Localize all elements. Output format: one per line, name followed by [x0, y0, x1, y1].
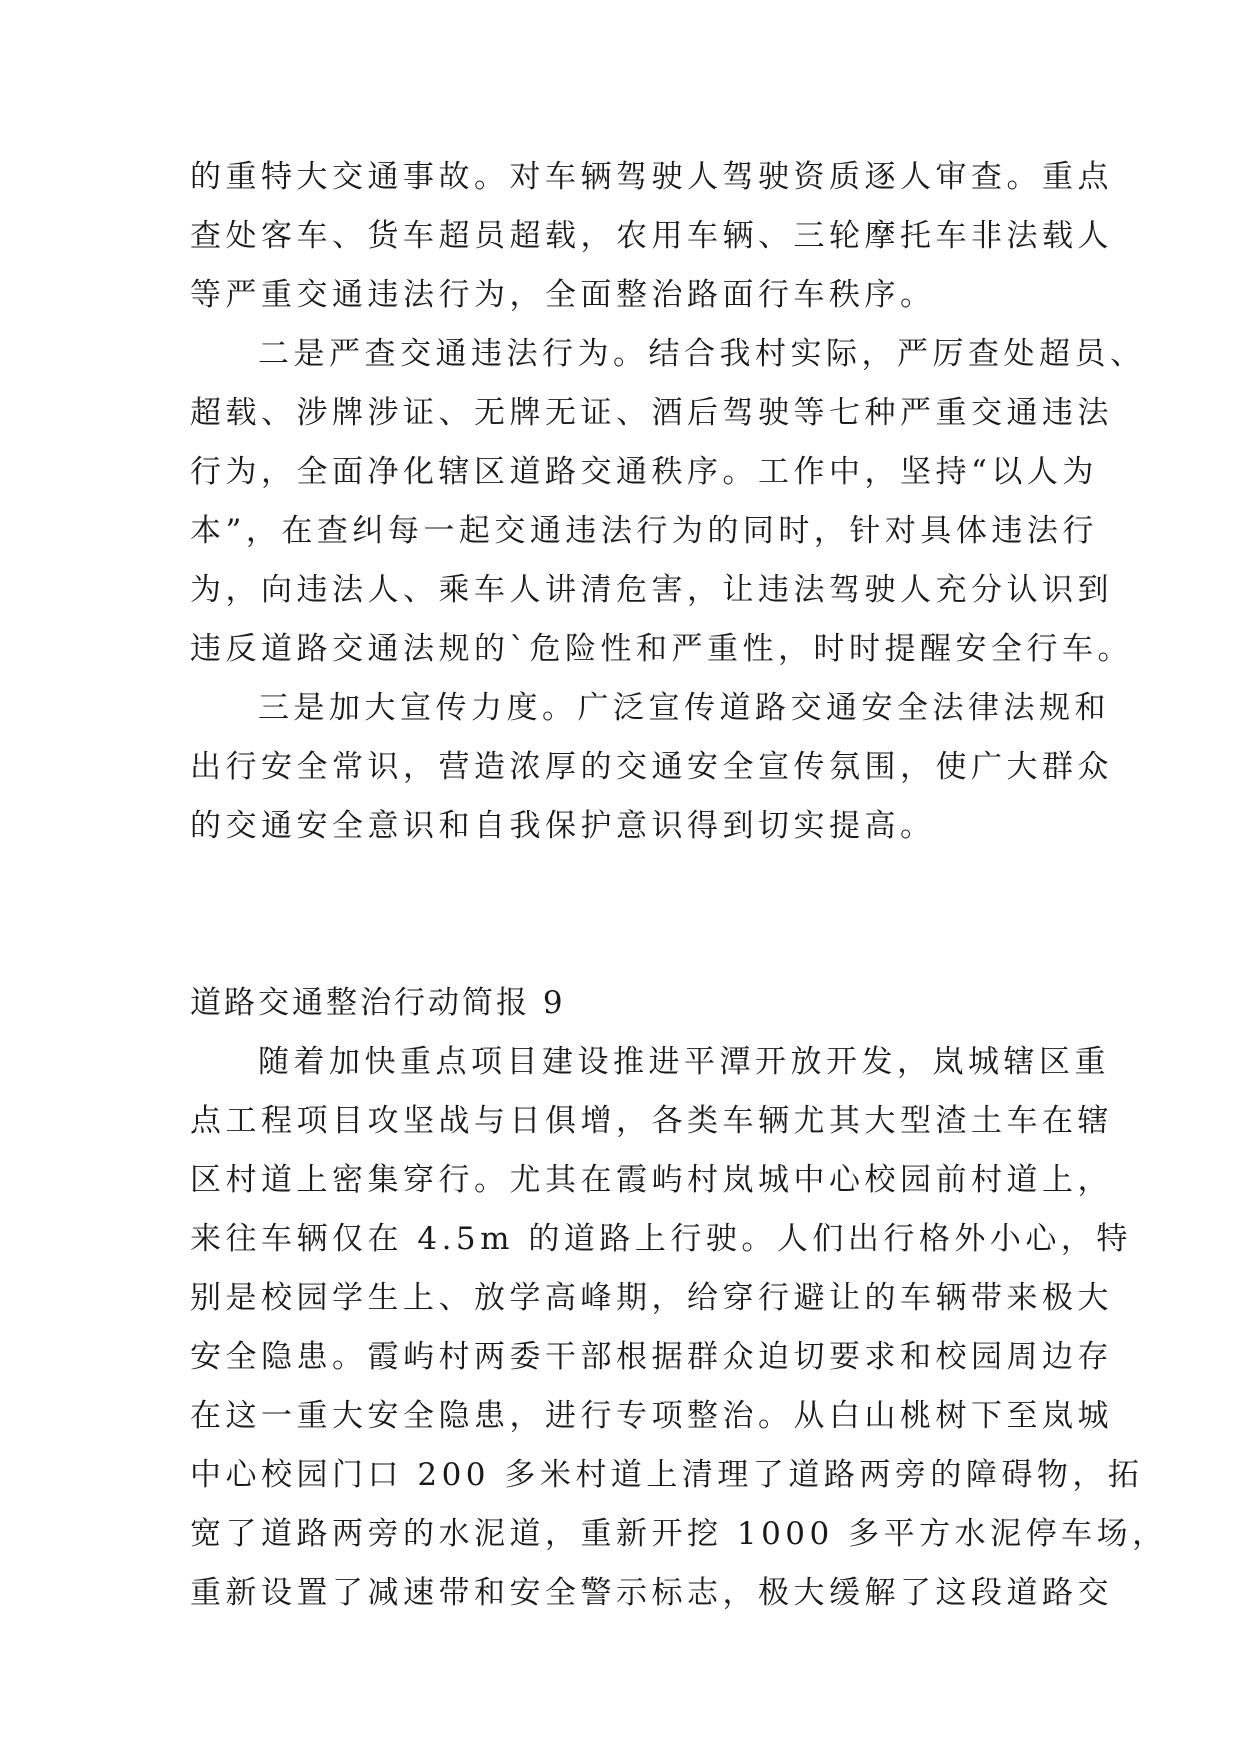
text-line: 宽了道路两旁的水泥道，重新开挖 1000 多平方水泥停车场， — [190, 1516, 1168, 1552]
text-line: 等严重交通违法行为，全面整治路面行车秩序。 — [190, 277, 936, 313]
text-line: 区村道上密集穿行。尤其在霞屿村岚城中心校园前村道上， — [190, 1162, 1113, 1198]
paragraph-point-three — [190, 679, 1113, 856]
text-line: 本”，在查纠每一起交通违法行为的同时，针对具体违法行 — [190, 513, 1098, 549]
text-line: 三是加大宣传力度。广泛宣传道路交通安全法律法规和 — [258, 690, 1110, 726]
text-line: 在这一重大安全隐患，进行专项整治。从白山桃树下至岚城 — [190, 1398, 1113, 1434]
text-line: 随着加快重点项目建设推进平潭开放开发，岚城辖区重 — [258, 1044, 1110, 1080]
text-line: 的交通安全意识和自我保护意识得到切实提高。 — [190, 808, 936, 844]
text-line: 行为，全面净化辖区道路交通秩序。工作中，坚持“以人为 — [190, 454, 1098, 490]
text-line: 中心校园门口 200 多米村道上清理了道路两旁的障碍物，拓 — [190, 1457, 1144, 1493]
text-line: 违反道路交通法规的`危险性和严重性，时时提醒安全行车。 — [190, 631, 1133, 667]
document-body — [190, 148, 1168, 1623]
text-line: 安全隐患。霞屿村两委干部根据群众迫切要求和校园周边存 — [190, 1339, 1113, 1375]
text-line: 二是严查交通违法行为。结合我村实际，严厉查处超员、 — [258, 336, 1146, 372]
section-spacer — [190, 856, 1070, 974]
text-line: 出行安全常识，营造浓厚的交通安全宣传氛围，使广大群众 — [190, 749, 1113, 785]
text-line: 的重特大交通事故。对车辆驾驶人驾驶资质逐人审查。重点 — [190, 159, 1113, 195]
text-line: 来往车辆仅在 4.5m 的道路上行驶。人们出行格外小心，特 — [190, 1221, 1132, 1257]
text-line: 重新设置了减速带和安全警示标志，极大缓解了这段道路交 — [190, 1575, 1113, 1611]
text-line: 超载、涉牌涉证、无牌无证、酒后驾驶等七种严重交通违法 — [190, 395, 1113, 431]
paragraph-point-two — [190, 325, 1146, 679]
text-line: 别是校园学生上、放学高峰期，给穿行避让的车辆带来极大 — [190, 1280, 1113, 1316]
paragraph-continued — [190, 148, 1113, 325]
text-line: 点工程项目攻坚战与日俱增，各类车辆尤其大型渣土车在辖 — [190, 1103, 1113, 1139]
text-line: 查处客车、货车超员超载，农用车辆、三轮摩托车非法载人 — [190, 218, 1113, 254]
text-line: 为，向违法人、乘车人讲清危害，让违法驾驶人充分认识到 — [190, 572, 1113, 608]
section-heading: 道路交通整治行动简报 9 — [190, 985, 566, 1021]
paragraph-briefing-9 — [190, 1033, 1168, 1623]
